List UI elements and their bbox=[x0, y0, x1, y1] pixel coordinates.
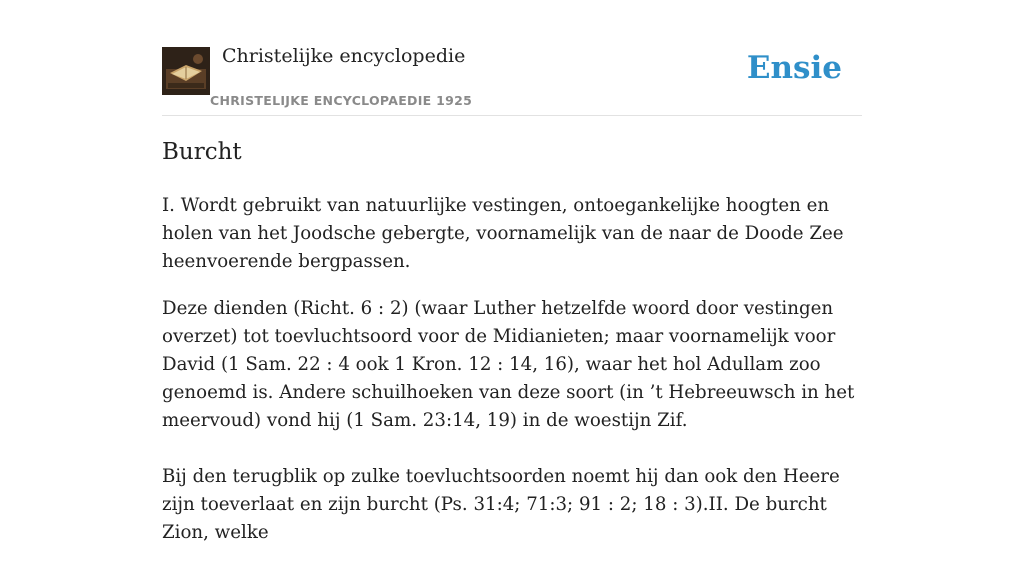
paragraph: Bij den terugblik op zulke toevluchtsoorden noemt hij dan ook den Heere zijn toeverlaat en zijn burcht (Ps. 31:4; 71:3; 91 : 2; 18 : 3).II. De burcht Zion, welke bbox=[162, 466, 840, 543]
book-photo-icon bbox=[162, 47, 210, 95]
header bbox=[162, 40, 862, 116]
source-subtitle[interactable]: CHRISTELIJKE ENCYCLOPAEDIE 1925 bbox=[210, 93, 473, 108]
paragraph: Deze dienden (Richt. 6 : 2) (waar Luther hetzelfde woord door vestingen overzet) tot toevluchtsoord voor de Midianieten; maar voornamelijk voor David (1 Sam. 22 : 4 ook 1 Kron. 12 : 14, 16), waar het hol Adullam zoo genoemd is. Andere schuilhoeken van deze soort (in ’t Hebreeuwsch in het meervoud) vond hij (1 Sam. 23:14, 19) in de woestijn Zif. bbox=[162, 298, 855, 431]
source-title[interactable]: Christelijke encyclopedie bbox=[222, 45, 466, 67]
paragraph: I. Wordt gebruikt van natuurlijke vestingen, ontoegankelijke hoogten en holen van het Joodsche gebergte, voornamelijk van de naar de Doode Zee heenvoerende bergpassen. bbox=[162, 195, 844, 272]
article-body bbox=[162, 192, 862, 566]
article-title: Burcht bbox=[162, 139, 242, 165]
ensie-logo[interactable]: Ensie bbox=[746, 50, 842, 86]
avatar[interactable] bbox=[162, 47, 210, 95]
